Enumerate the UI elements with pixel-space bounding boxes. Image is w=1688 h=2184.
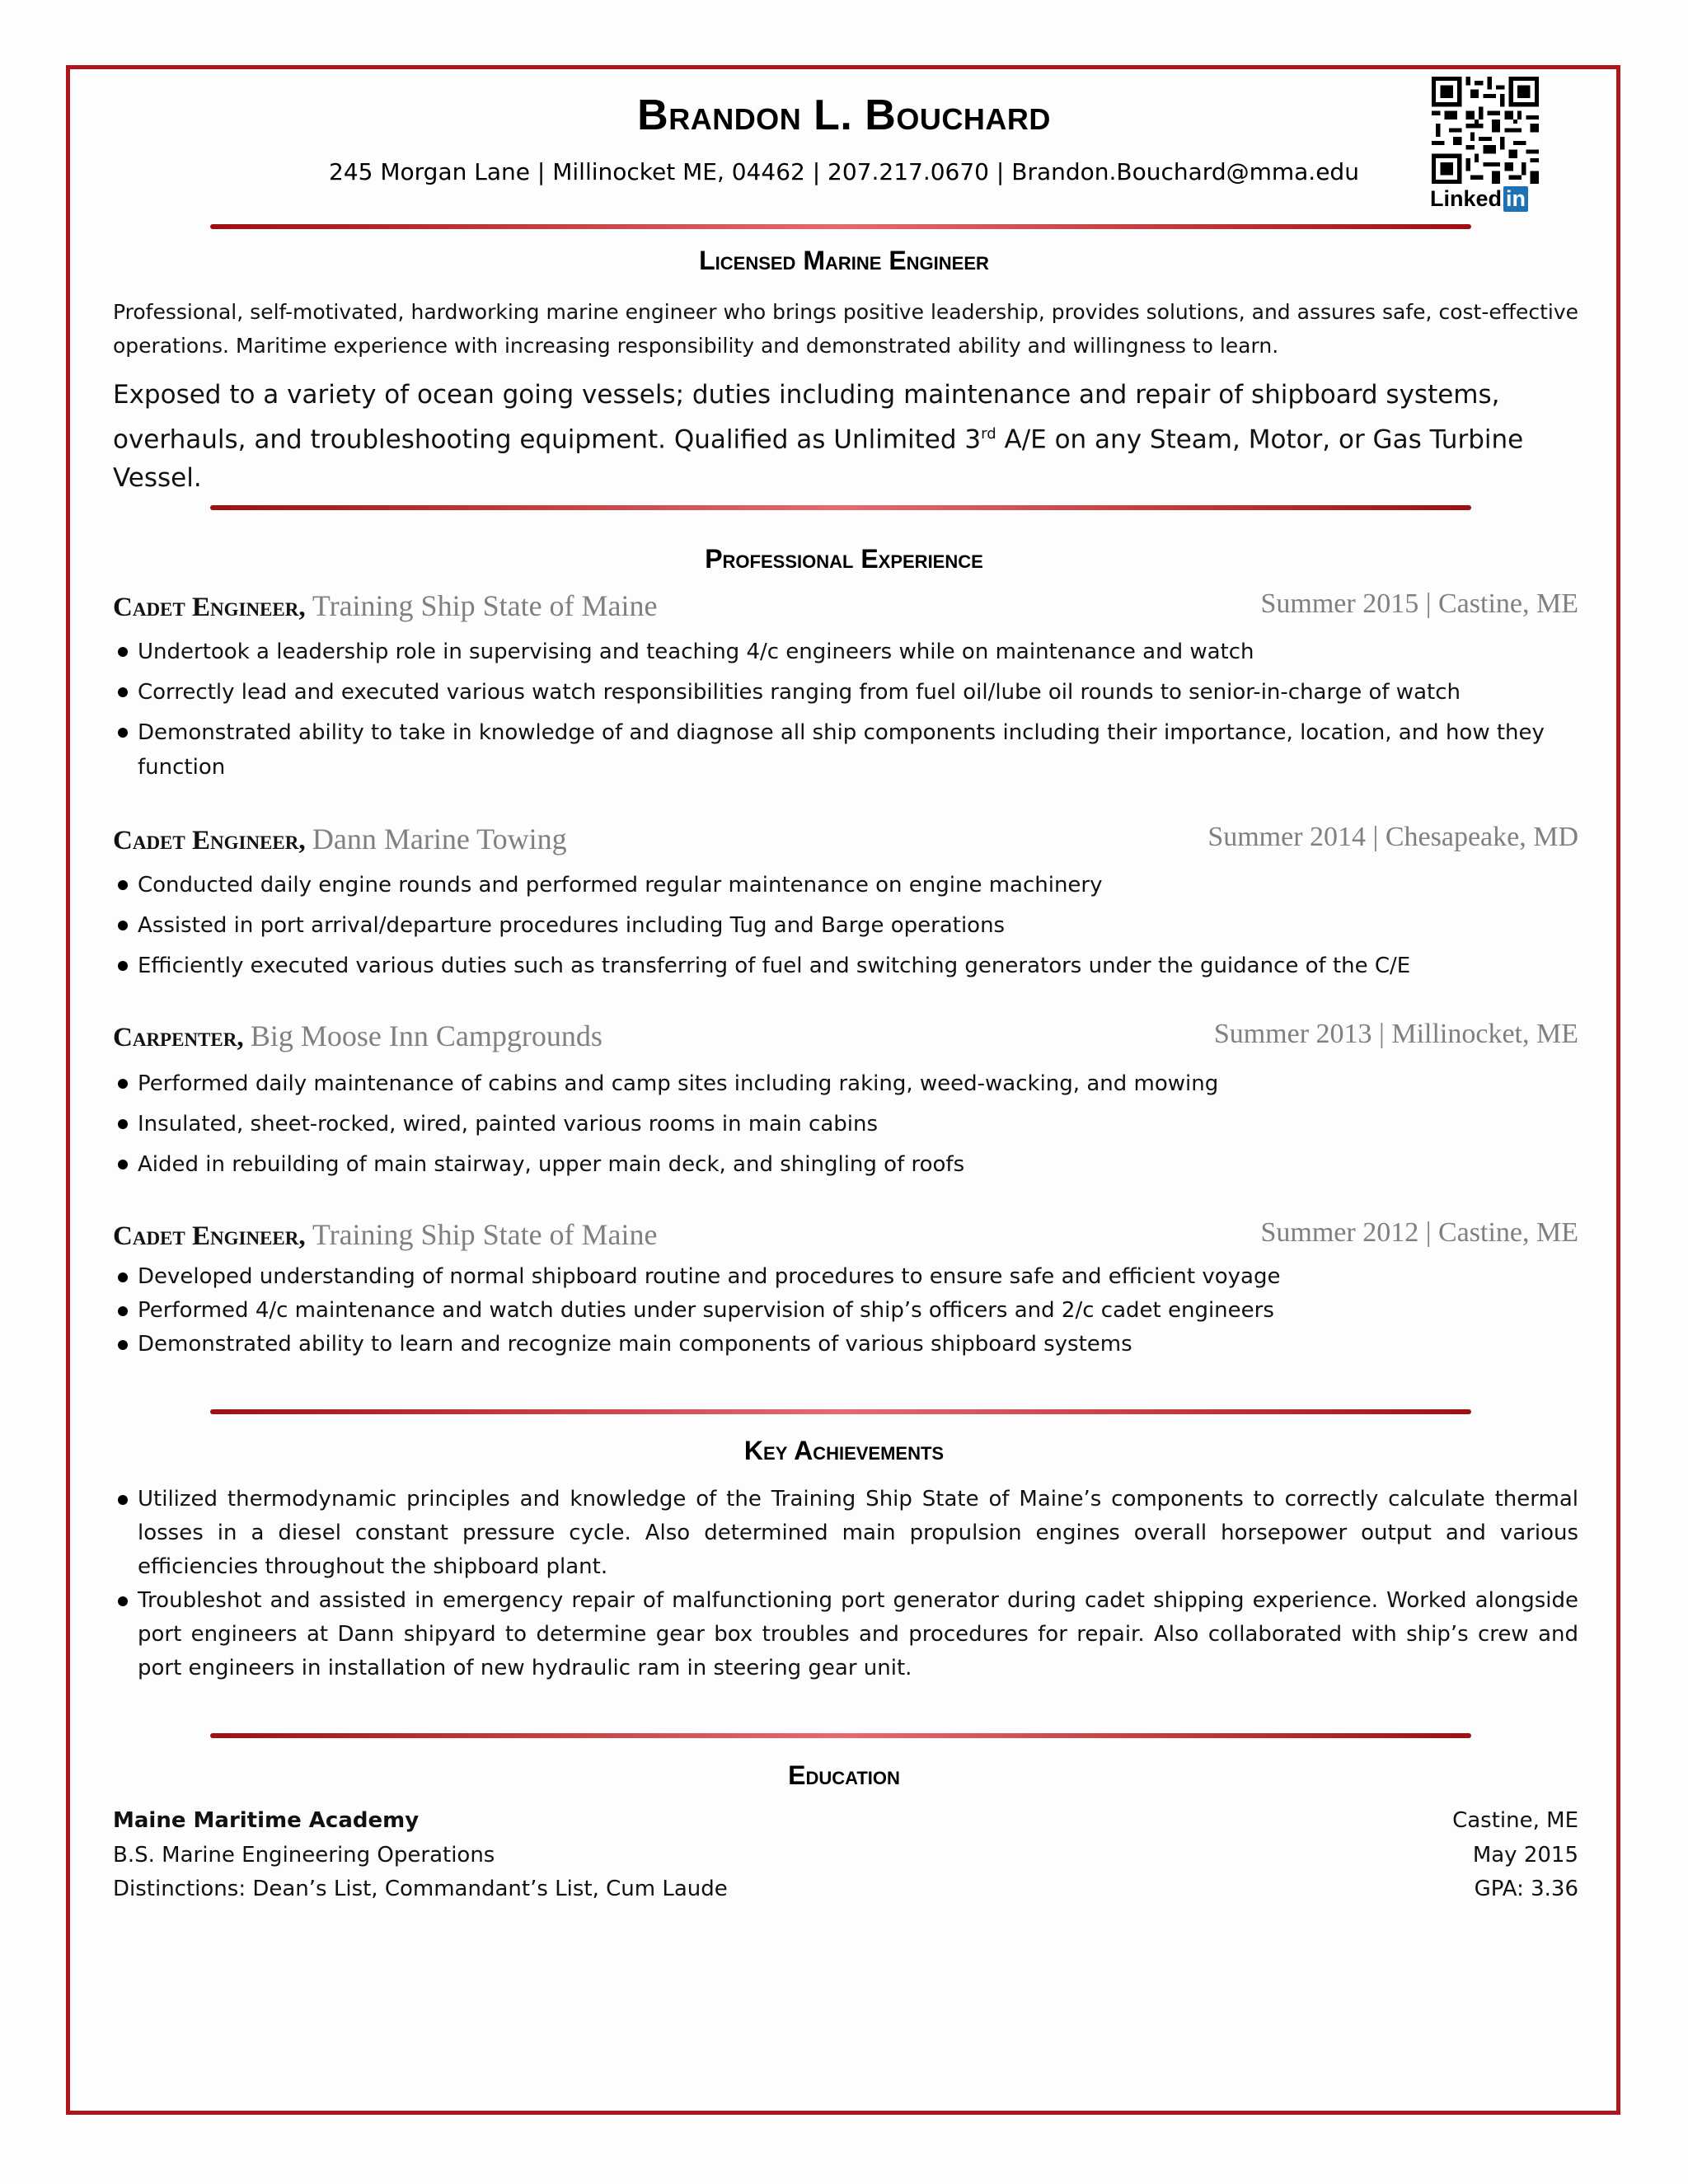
school-name: Maine Maritime Academy — [113, 1808, 420, 1833]
list-item: Troubleshot and assisted in emergency repair of malfunctioning port generator during cadet shipping experience. Worked alongside port engineers at Dann shipyard to determine gear box troubles and procedures for repair. Also collaborated with ship’s crew and port engineers in installation of new hydraulic ram in steering gear unit. — [113, 1584, 1578, 1685]
job-title: Cadet Engineer, — [113, 826, 306, 855]
degree: B.S. Marine Engineering Operations — [113, 1843, 495, 1868]
job-title: Cadet Engineer, — [113, 1221, 306, 1251]
job-organization: Dann Marine Towing — [312, 823, 567, 855]
job-date: Summer 2014 | Chesapeake, MD — [1207, 822, 1578, 852]
section-heading-experience: Professional Experience — [705, 544, 983, 574]
list-item: Undertook a leadership role in supervising and teaching 4/c engineers while on maintenance and watch — [113, 635, 1578, 669]
gpa: GPA: 3.36 — [1474, 1877, 1578, 1901]
list-item: Correctly lead and executed various watch responsibilities ranging from fuel oil/lube oil rounds to senior-in-charge of watch — [113, 675, 1578, 710]
list-item: Developed understanding of normal shipboard routine and procedures to ensure safe and efficient voyage — [113, 1260, 1578, 1294]
list-item: Utilized thermodynamic principles and knowledge of the Training Ship State of Maine’s components to correctly calculate thermal losses in a diesel constant pressure cycle. Also determined main propulsion engines overall horsepower output and various efficiencies throughout the shipboard plant. — [113, 1483, 1578, 1584]
education-row — [113, 1843, 1578, 1876]
candidate-name: Brandon L. Bouchard — [637, 91, 1051, 139]
divider — [210, 505, 1471, 510]
section-heading-summary: Licensed Marine Engineer — [699, 246, 989, 275]
education-row — [113, 1808, 1578, 1841]
list-item: Aided in rebuilding of main stairway, upper main deck, and shingling of roofs — [113, 1147, 1578, 1182]
list-item: Insulated, sheet-rocked, wired, painted various rooms in main cabins — [113, 1107, 1578, 1141]
job-organization: Training Ship State of Maine — [312, 1218, 658, 1251]
job-title: Carpenter, — [113, 1023, 244, 1052]
list-item: Demonstrated ability to take in knowledge of and diagnose all ship components including their importance, location, and how they function — [113, 715, 1578, 785]
divider — [210, 224, 1471, 229]
distinctions: Distinctions: Dean’s List, Commandant’s List, Cum Laude — [113, 1877, 728, 1901]
job-organization: Training Ship State of Maine — [312, 589, 658, 622]
school-location: Castine, ME — [1452, 1808, 1578, 1833]
job-title-line — [113, 588, 658, 623]
job-title-line — [113, 1019, 603, 1053]
job-bullets — [113, 1066, 1578, 1188]
linkedin-icon: in — [1503, 186, 1528, 212]
education-row — [113, 1877, 1578, 1910]
job-title: Cadet Engineer, — [113, 593, 306, 622]
job-header — [113, 1019, 1578, 1055]
linkedin-word: Linked — [1430, 186, 1503, 211]
graduation-date: May 2015 — [1472, 1843, 1578, 1868]
list-item: Efficiently executed various duties such as transferring of fuel and switching generators under the guidance of the C/E — [113, 949, 1578, 983]
list-item: Conducted daily engine rounds and performed regular maintenance on engine machinery — [113, 868, 1578, 902]
list-item: Performed daily maintenance of cabins and camp sites including raking, weed-wacking, and mowing — [113, 1066, 1578, 1101]
job-date: Summer 2013 | Millinocket, ME — [1213, 1019, 1578, 1049]
contact-line: 245 Morgan Lane | Millinocket ME, 04462 | 207.217.0670 | Brandon.Bouchard@mma.edu — [329, 158, 1359, 185]
job-date: Summer 2015 | Castine, ME — [1260, 588, 1578, 619]
list-item: Demonstrated ability to learn and recognize main components of various shipboard systems — [113, 1328, 1578, 1361]
achievement-list — [113, 1483, 1578, 1685]
job-date: Summer 2012 | Castine, ME — [1260, 1217, 1578, 1248]
list-item: Performed 4/c maintenance and watch duties under supervision of ship’s officers and 2/c cadet engineers — [113, 1294, 1578, 1328]
job-title-line — [113, 822, 567, 856]
job-organization: Big Moose Inn Campgrounds — [250, 1019, 603, 1052]
list-item: Assisted in port arrival/departure procedures including Tug and Barge operations — [113, 908, 1578, 943]
divider — [210, 1409, 1471, 1414]
job-bullets — [113, 868, 1578, 989]
summary-paragraph-2: Exposed to a variety of ocean going vessels; duties including maintenance and repair of shipboard systems, overhauls, and troubleshooting equipment. Qualified as Unlimited 3rd A/E on any Steam, Motor, or Gas Turbine Vessel. — [113, 380, 1524, 494]
job-bullets — [113, 1260, 1578, 1361]
linkedin-logo[interactable] — [1430, 186, 1528, 212]
summary-paragraph: Professional, self-motivated, hardworking marine engineer who brings positive leadership, provides solutions, and assures safe, cost-effective operations. Maritime experience with increasing responsibility and demonstrated ability and willingness to learn. — [113, 300, 1578, 358]
section-heading-education: Education — [788, 1760, 900, 1790]
job-title-line — [113, 1217, 658, 1252]
job-header — [113, 822, 1578, 858]
qr-code-icon[interactable] — [1432, 77, 1539, 184]
section-heading-achievements: Key Achievements — [743, 1436, 945, 1465]
job-header — [113, 588, 1578, 625]
job-bullets — [113, 635, 1578, 790]
divider — [210, 1733, 1471, 1738]
job-header — [113, 1217, 1578, 1254]
